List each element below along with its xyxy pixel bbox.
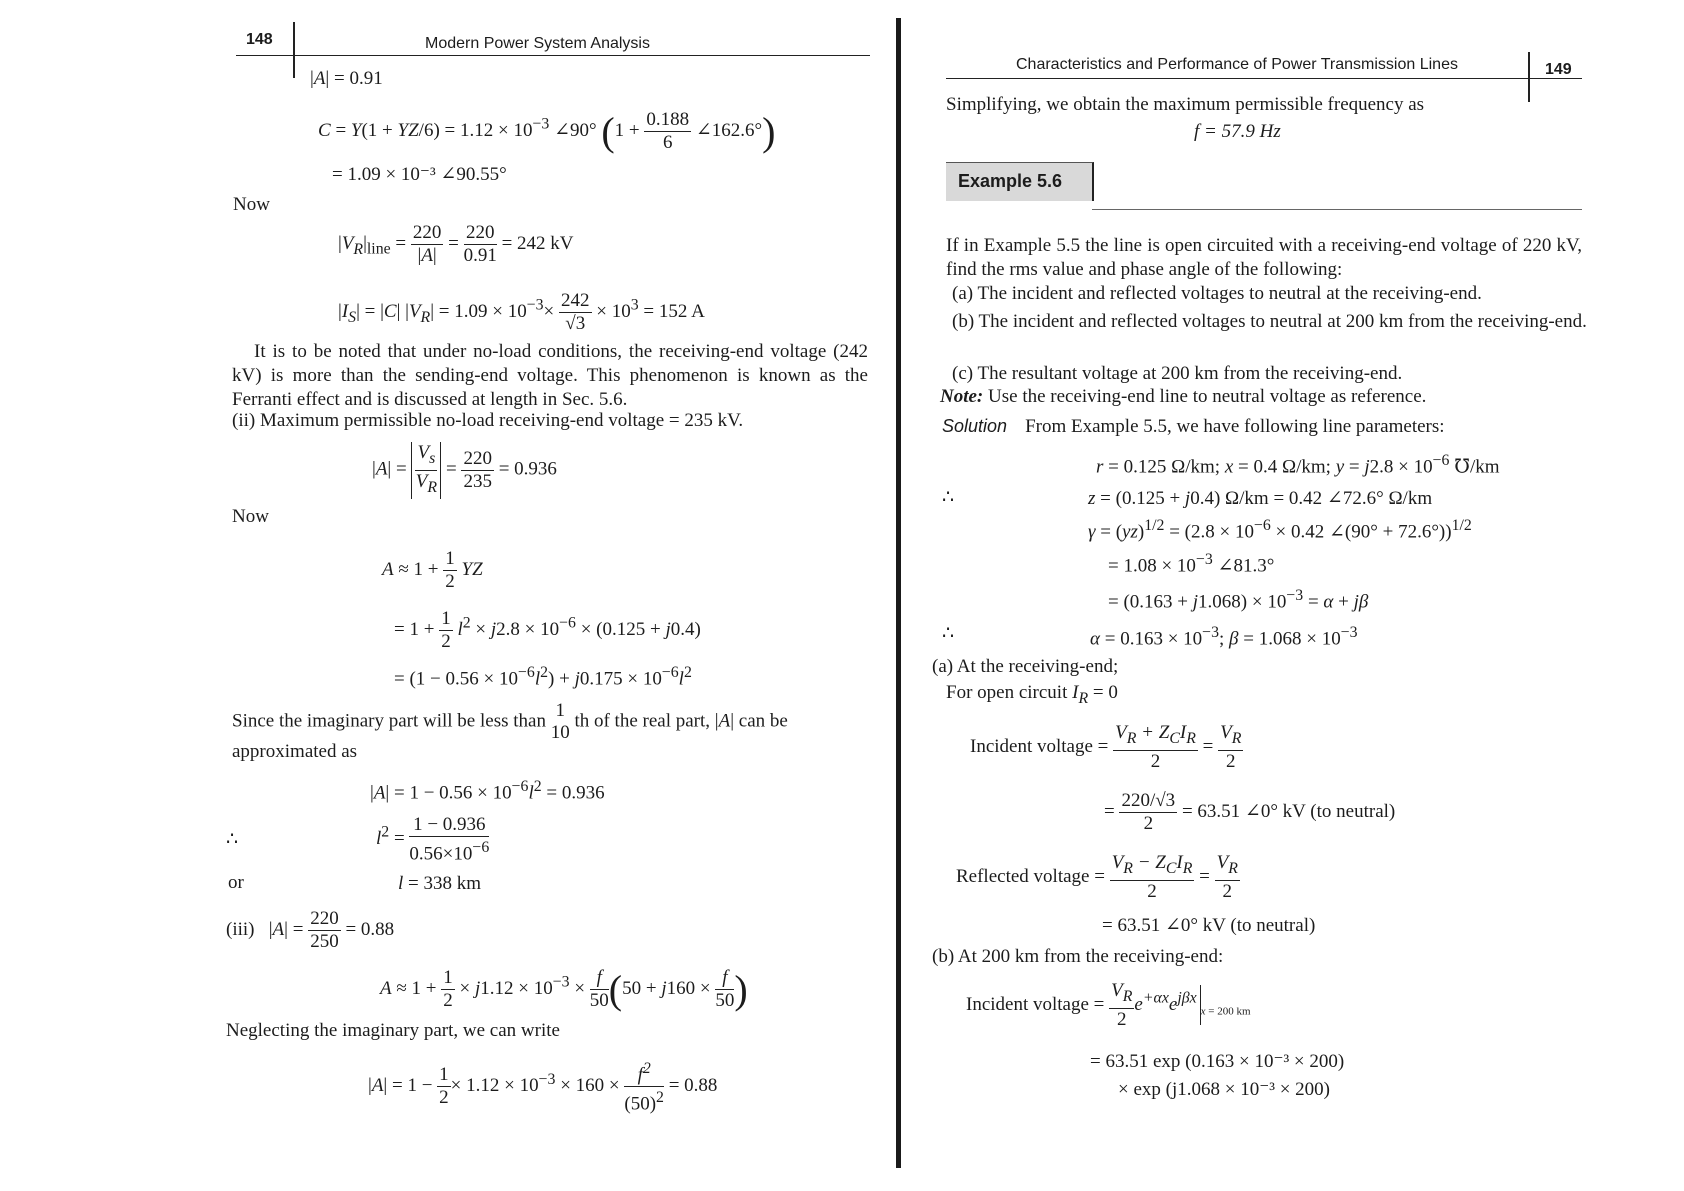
right-running-header: Characteristics and Performance of Power Transmission Lines <box>1016 56 1458 73</box>
incident-voltage-eq: Incident voltage = $\frac{V_R + Z_CI_R}{2}$ = $\frac{V_R}{2}$ <box>970 722 1242 772</box>
question-a: (a) The incident and reflected voltages to neutral at the receiving-end. <box>952 283 1482 304</box>
eq-A-complex: = $(1 - 0.56 \times 10^{-6}l^2) + j0.175 \times 10^{-6}l^2$ <box>394 664 692 690</box>
reflected-voltage-eq: Reflected voltage = $\frac{V_R - Z_CI_R}{2}$ = $\frac{V_R}{2}$ <box>956 852 1238 902</box>
eq-VR-line: $|V_R|_{line}$ = $\frac{220}{|A|}$ = $\frac{220}{0.91}$ = 242 kV <box>338 222 574 266</box>
note-label: Note: <box>940 386 984 407</box>
book-spine <box>896 18 901 1168</box>
eq-A-final: |A| = 1 − $\frac{1}{2}$ × $1.12 \times 10^{-3} \times 160$ × $\frac{f^2}{(50)^2}$ = 0.88 <box>368 1060 718 1115</box>
eq-A-l: $|A| = 1 - 0.56 \times 10^{-6}l^2 = 0.936$ <box>370 778 605 804</box>
question-b: (b) The incident and reflected voltages to neutral at 200 km from the receiving-end. <box>952 311 1587 332</box>
therefore-symbol-2: ∴ <box>942 487 955 508</box>
therefore-symbol-3: ∴ <box>942 623 955 644</box>
solution-label: Solution <box>942 416 1008 436</box>
eq-alpha-beta: $\alpha = 0.163 \times 10^{-3}$; $\beta = 1.068 \times 10^{-3}$ <box>1090 624 1358 650</box>
or-label: or <box>228 872 244 893</box>
simplify-text: Simplifying, we obtain the maximum permissible frequency as <box>946 94 1425 115</box>
incident2-label: Incident voltage = <box>966 993 1105 1015</box>
solution-text: From Example 5.5, we have following line parameters: <box>1025 416 1445 437</box>
open-circuit: For open circuit $I_R = 0$ <box>946 682 1118 707</box>
incident-value: = $\frac{220/√3}{2}$ = 63.51 ∠0° kV (to neutral) <box>1104 790 1396 834</box>
eq-params: r = 0.125 Ω/km; x = 0.4 Ω/km; $y = j2.8 \times 10^{-6}$ ℧/km <box>1096 452 1500 478</box>
example-rule <box>1092 209 1582 210</box>
eq-gamma-rect: = $(0.163 + j1.068) \times 10^{-3} = \alpha + j\beta$ <box>1108 587 1369 613</box>
right-header-tick <box>1528 52 1530 102</box>
eq-z: z = (0.125 + j0.4) Ω/km = 0.42 ∠72.6° Ω/km <box>1088 488 1433 509</box>
left-running-header: Modern Power System Analysis <box>425 35 650 52</box>
eq-A-freq: A ≈ 1 + $\frac{1}{2}$ × $j1.12 \times 10^{-3}$ × $\frac{f}{50}$ (50 + j160 × $\frac{f}{50}$ ) <box>380 967 748 1012</box>
left-header-rule <box>236 55 870 56</box>
left-header-tick <box>293 22 295 78</box>
eq-gamma: $\gamma = (yz)^{1/2} = (2.8 \times 10^{-6} \times 0.42$ ∠(90° + 72.6°))$^{1/2}$ <box>1088 517 1472 543</box>
now-label-1: Now <box>233 194 270 215</box>
eq-gamma-polar: = $1.08 \times 10^{-3}$ ∠81.3° <box>1108 551 1275 577</box>
exp-line-1: = 63.51 exp (0.163 × 10⁻³ × 200) <box>1090 1051 1345 1072</box>
eq-A-approx: A ≈ 1 + $\frac{1}{2}$ YZ <box>382 548 483 592</box>
note-text: Use the receiving-end line to neutral voltage as reference. <box>988 386 1427 407</box>
incident-200km-eq: Incident voltage = $\frac{V_R}{2}$ $e^{+\alpha x}e^{j\beta x}_{x = 200 km}$ <box>966 980 1251 1030</box>
eq-l-338: l = 338 km <box>398 873 482 894</box>
part-b: (b) At 200 km from the receiving-end: <box>932 946 1224 967</box>
part-a: (a) At the receiving-end; <box>932 656 1119 677</box>
therefore-symbol-1: ∴ <box>226 829 239 850</box>
exp-line-2: × exp (j1.068 × 10⁻³ × 200) <box>1118 1079 1330 1100</box>
since-text: Since the imaginary part will be less than 1 10 th of the real part, |A| can be <box>232 700 788 743</box>
eq-l-squared: $l^2$ = $\frac{1 - 0.936}{0.56\times 10^{-6}}$ <box>376 814 490 865</box>
note-line <box>940 386 1426 408</box>
ferranti-paragraph: It is to be noted that under no-load conditions, the receiving-end voltage (242 kV) is more than the sending-end voltage. This phenomenon is known as the Ferranti effect and is discussed at length in Sec. 5.6. <box>232 341 868 410</box>
now-label-2: Now <box>232 506 269 527</box>
right-page-number: 149 <box>1545 61 1572 78</box>
part-ii: (ii) Maximum permissible no-load receiving-end voltage = 235 kV. <box>232 410 744 431</box>
question-c: (c) The resultant voltage at 200 km from the receiving-end. <box>952 363 1403 384</box>
incident-label: Incident voltage = <box>970 735 1109 757</box>
example-intro: If in Example 5.5 the line is open circuited with a receiving-end voltage of 220 kV, find the rms value and phase angle of the following: <box>946 235 1582 280</box>
solution-line <box>942 416 1445 438</box>
eq-A-0936: |A| = $\frac{V_s}{V_R}$ = $\frac{220}{235}$ = 0.936 <box>372 442 557 499</box>
reflected-label: Reflected voltage = <box>956 865 1105 887</box>
eq-A-091: |A| = 0.91 <box>310 68 383 89</box>
approx-text: approximated as <box>232 741 358 762</box>
eq-C-result: = 1.09 × 10⁻³ ∠90.55° <box>332 164 507 185</box>
eq-C: $C = Y(1 + YZ/6) = 1.12 \times 10^{-3}$ ∠90° (1 + $\frac{0.188}{6}$ ∠162.6°) <box>318 109 776 154</box>
freq-result: f = 57.9 Hz <box>1194 121 1281 142</box>
left-page-number: 148 <box>246 31 273 48</box>
part-iii: (iii) |A| = $\frac{220}{250}$ = 0.88 <box>226 908 395 952</box>
right-header-rule <box>946 78 1582 79</box>
reflected-value: = 63.51 ∠0° kV (to neutral) <box>1102 915 1316 936</box>
example-title: Example 5.6 <box>958 171 1063 191</box>
eq-A-expand: = 1 + $\frac{1}{2}$ $l^2 \times j2.8 \times 10^{-6} \times (0.125 + j0.4)$ <box>394 608 701 652</box>
neglect-text: Neglecting the imaginary part, we can write <box>226 1020 560 1041</box>
eq-IS: $|I_S| = |C|$ $|V_R| = 1.09 \times 10^{-3}\times$ $\frac{242}{√3}$ × $10^3 = 152$ A <box>338 290 705 334</box>
